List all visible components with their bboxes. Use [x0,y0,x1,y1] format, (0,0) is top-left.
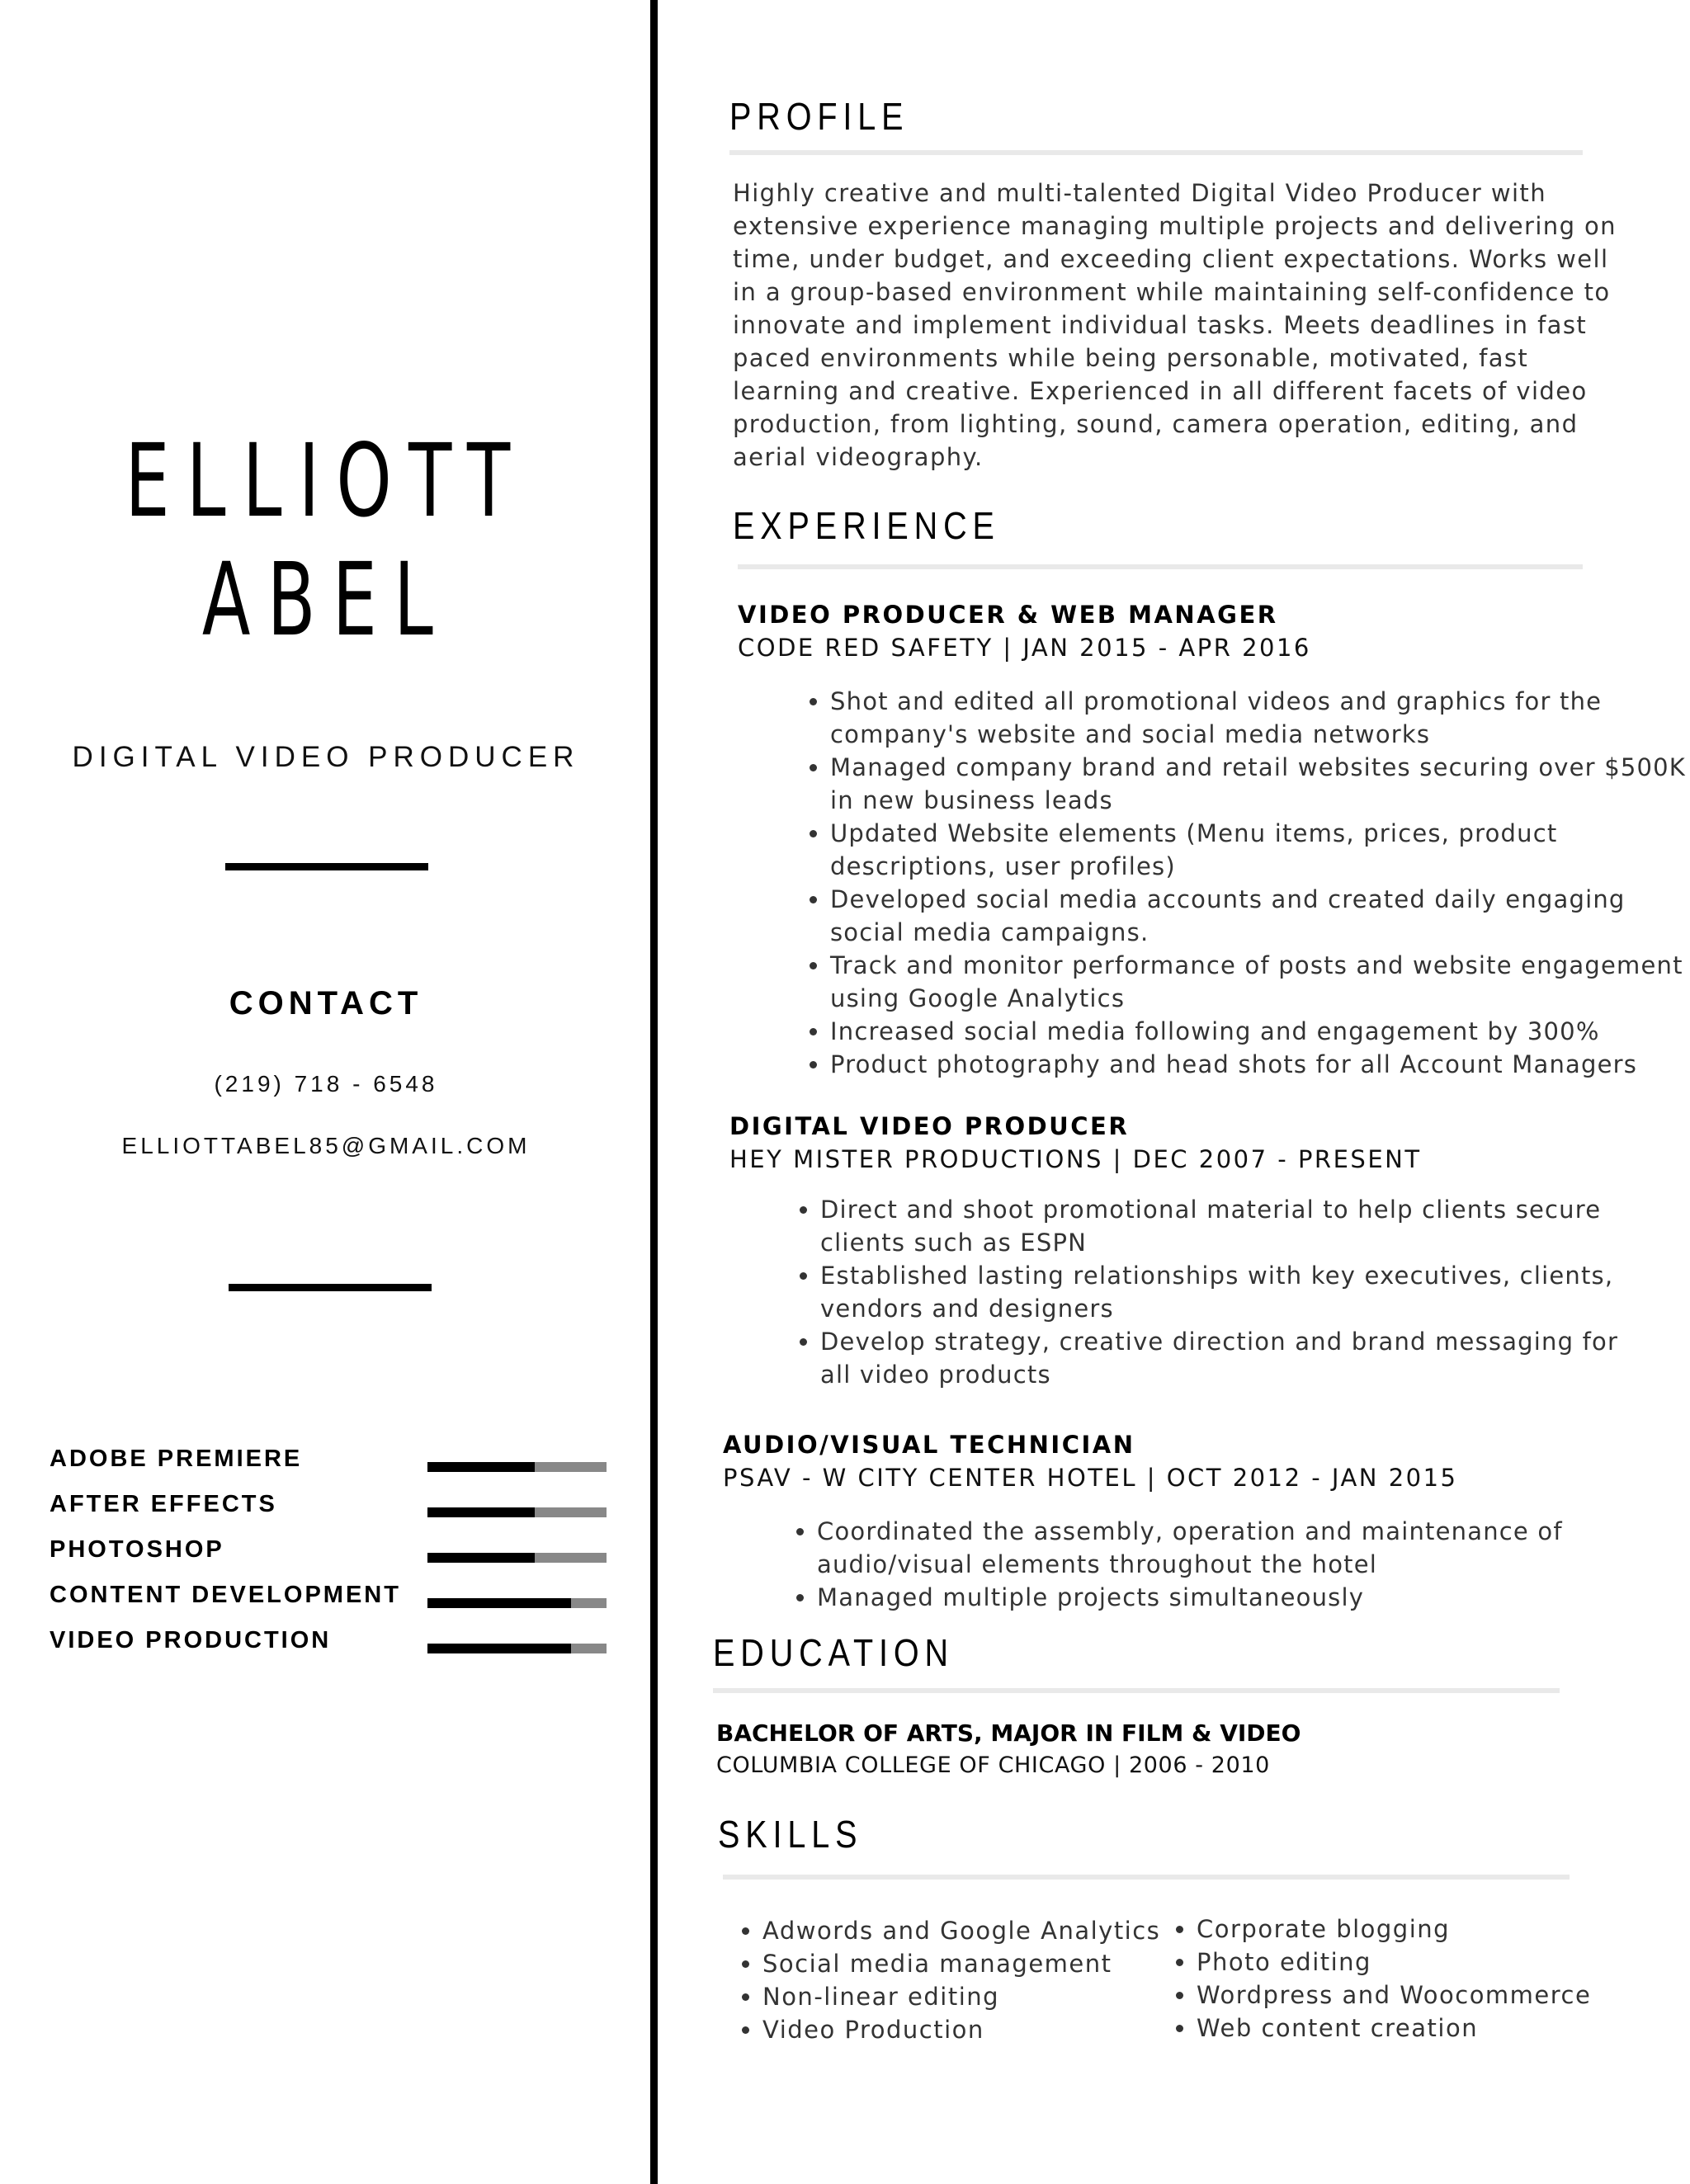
skill-label: PHOTOSHOP [50,1536,224,1563]
skill-meter [50,1536,619,1569]
list-item: • Web content creation [1197,2012,1642,2045]
section-rule [729,150,1583,155]
list-item: • Develop strategy, creative direction and brand messaging for all video products [820,1325,1629,1391]
job-title: DIGITAL VIDEO PRODUCER [72,741,580,773]
divider-bar [225,863,428,870]
section-rule [738,564,1583,569]
skill-level-fill [427,1462,535,1472]
contact-heading: CONTACT [229,985,423,1021]
skill-meter [50,1582,619,1615]
education-heading: EDUCATION [713,1631,954,1674]
job-title: VIDEO PRODUCER & WEB MANAGER [738,601,1278,629]
skill-label: ADOBE PREMIERE [50,1446,303,1472]
skill-level-bar [427,1462,607,1472]
list-item: • Coordinated the assembly, operation and maintenance of audio/visual elements throughout the hotel [817,1515,1593,1581]
divider-bar [229,1284,432,1291]
skill-meter [50,1491,619,1524]
list-item: • Increased social media following and engagement by 300% [830,1015,1688,1048]
skill-level-fill [427,1553,535,1563]
profile-text: Highly creative and multi-talented Digital Video Producer with extensive experience managing multiple projects and delivering on time, under budget, and exceeding client expectations. Works well in a group-based environment while maintaining self-confidence to innovate and implement individual tasks. Meets deadlines in fast paced environments while being personable, motivated, fast learning and creative. Experienced in all different facets of video production, from lighting, sound, camera operation, editing, and aerial videography. [733,179,1617,471]
list-item: • Developed social media accounts and created daily engaging social media campaigns. [830,883,1688,949]
skill-meter [50,1446,619,1479]
list-item: • Product photography and head shots for all Account Managers [830,1048,1688,1081]
skill-level-bar [427,1553,607,1563]
skill-level-fill [427,1644,571,1653]
job-company: CODE RED SAFETY | JAN 2015 - APR 2016 [738,634,1311,662]
job-company: PSAV - W CITY CENTER HOTEL | OCT 2012 - JAN 2015 [723,1464,1458,1492]
list-item: • Managed company brand and retail websites securing over $500K in new business leads [830,751,1688,817]
skill-meter [50,1627,619,1660]
skill-label: AFTER EFFECTS [50,1491,277,1517]
skill-label: VIDEO PRODUCTION [50,1627,332,1653]
skill-level-fill [427,1598,571,1608]
job-bullets [784,1193,1629,1391]
list-item: • Track and monitor performance of posts and website engagement using Google Analytics [830,949,1688,1015]
job-bullets [781,1515,1593,1614]
skills-heading: SKILLS [718,1813,863,1856]
skills-list [729,1914,1208,2046]
section-rule [723,1875,1570,1880]
list-item: • Photo editing [1197,1946,1642,1979]
section-rule [713,1688,1560,1693]
skill-label: CONTENT DEVELOPMENT [50,1582,401,1608]
last-name: ABEL [201,541,451,658]
job-company: HEY MISTER PRODUCTIONS | DEC 2007 - PRESENT [729,1145,1422,1173]
list-item: • Direct and shoot promotional material to help clients secure clients such as ESPN [820,1193,1629,1259]
skill-level-bar [427,1598,607,1608]
list-item: • Social media management [762,1947,1208,1980]
profile-heading: PROFILE [729,95,909,138]
list-item: • Managed multiple projects simultaneously [817,1581,1593,1614]
education-school: COLUMBIA COLLEGE OF CHICAGO | 2006 - 2010 [716,1752,1270,1778]
list-item: • Shot and edited all promotional videos and graphics for the company's website and social media networks [830,685,1688,751]
skill-level-bar [427,1507,607,1517]
list-item: • Non-linear editing [762,1980,1208,2013]
skill-level-bar [427,1644,607,1653]
job-bullets [794,685,1688,1081]
education-degree: BACHELOR OF ARTS, MAJOR IN FILM & VIDEO [716,1719,1301,1747]
job-title: AUDIO/VISUAL TECHNICIAN [723,1431,1135,1459]
list-item: • Updated Website elements (Menu items, prices, product descriptions, user profiles) [830,817,1688,883]
skills-list [1164,1913,1642,2045]
first-name: ELLIOTT [125,422,527,540]
list-item: • Adwords and Google Analytics [762,1914,1208,1947]
list-item: • Video Production [762,2013,1208,2046]
skill-level-fill [427,1507,535,1517]
email-address: ELLIOTTABEL85@GMAIL.COM [121,1133,531,1158]
experience-heading: EXPERIENCE [733,504,1000,547]
phone-number: (219) 718 - 6548 [214,1071,438,1097]
list-item: • Corporate blogging [1197,1913,1642,1946]
job-title: DIGITAL VIDEO PRODUCER [729,1112,1130,1140]
list-item: • Wordpress and Woocommerce [1197,1979,1642,2012]
list-item: • Established lasting relationships with key executives, clients, vendors and designers [820,1259,1629,1325]
